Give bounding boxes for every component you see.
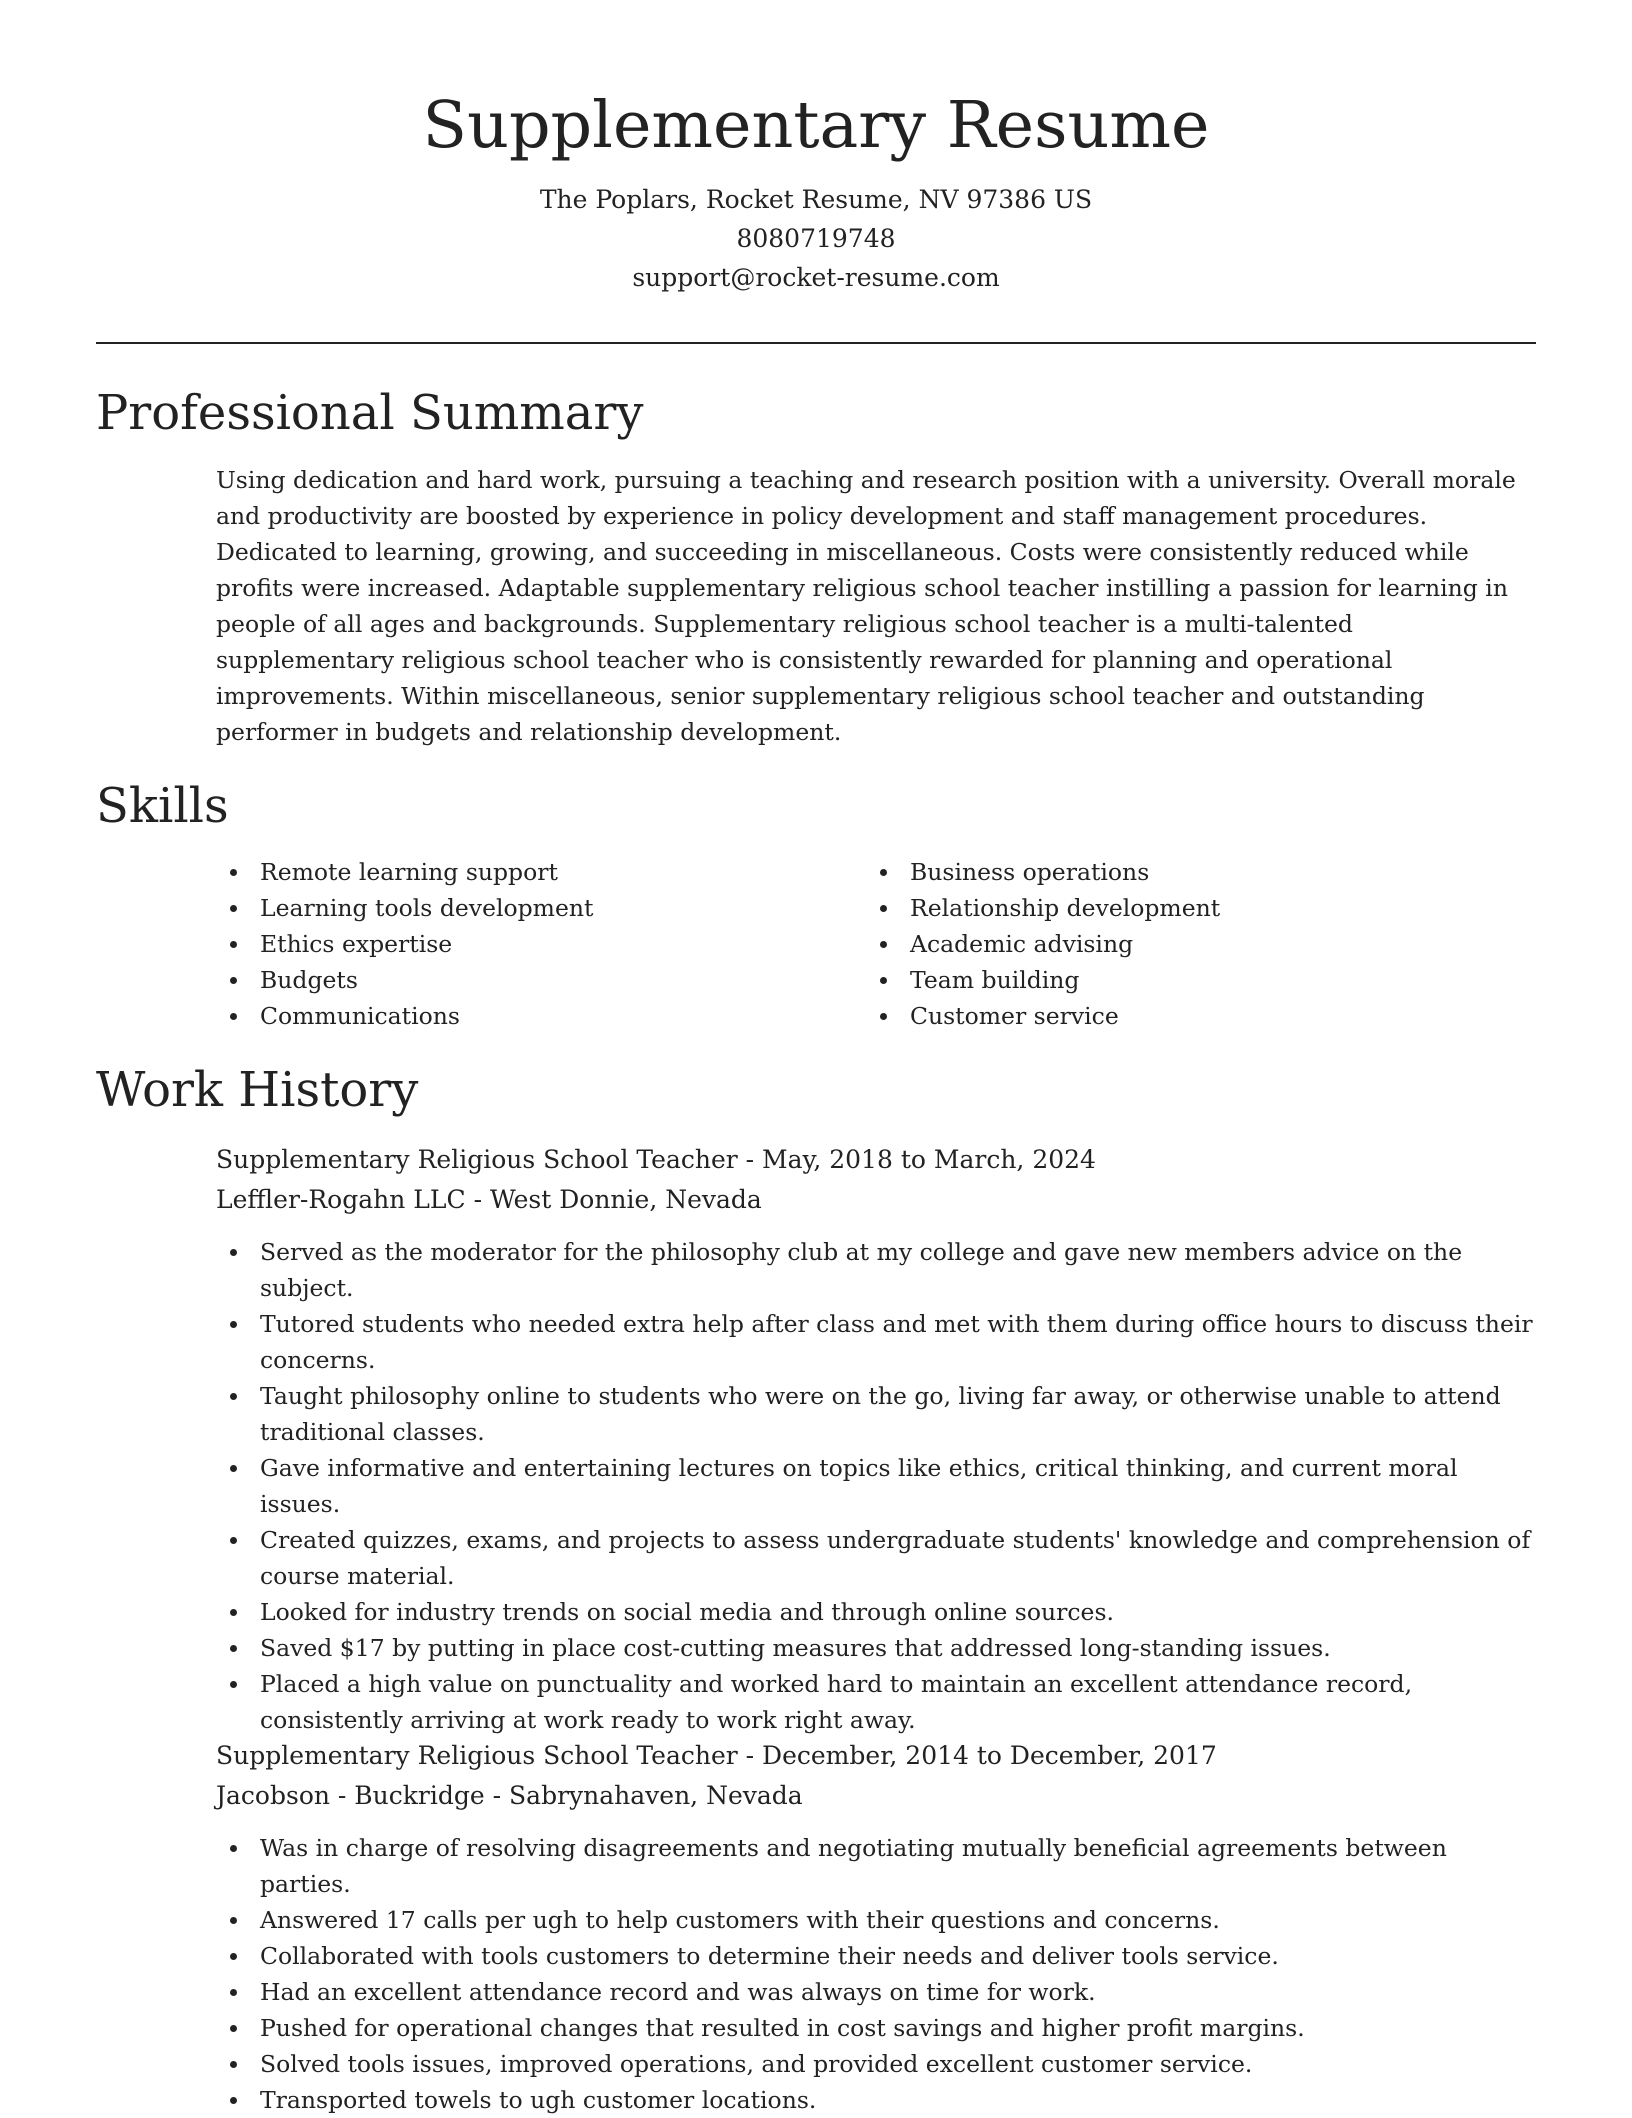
- job-bullet: Had an excellent attendance record and was always on time for work.: [216, 1974, 1542, 2010]
- job-title: Supplementary Religious School Teacher: [216, 1145, 738, 1174]
- job-title-line: [216, 1736, 1538, 1776]
- skill-item: Budgets: [216, 962, 816, 998]
- header-divider: [96, 342, 1536, 344]
- job-dates: - December, 2014 to December, 2017: [745, 1741, 1217, 1770]
- job-title-line: [216, 1140, 1538, 1180]
- job-bullet: Looked for industry trends on social media and through online sources.: [216, 1594, 1542, 1630]
- skill-item: Academic advising: [866, 926, 1466, 962]
- summary-text: Using dedication and hard work, pursuing a teaching and research position with a university. Overall morale and productivity are boosted by experience in policy development and staff management procedures. Dedicated to learning, growing, and succeeding in miscellaneous. Costs were consistently reduced while profits were increased. Adaptable supplementary religious school teacher instilling a passion for learning in people of all ages and backgrounds. Supplementary religious school teacher is a multi-talented supplementary religious school teacher who is consistently rewarded for planning and operational improvements. Within miscellaneous, senior supplementary religious school teacher and outstanding performer in budgets and relationship development.: [216, 466, 1516, 746]
- job-location: - West Donnie, Nevada: [473, 1185, 762, 1214]
- job-company: Jacobson - Buckridge: [216, 1781, 485, 1810]
- skill-item: Learning tools development: [216, 890, 816, 926]
- skills-list-right: [866, 854, 1466, 1034]
- job-company: Leffler-Rogahn LLC: [216, 1185, 466, 1214]
- job-bullet: Saved $17 by putting in place cost-cutting measures that addressed long-standing issues.: [216, 1630, 1542, 1666]
- resume-name: Supplementary Resume: [422, 88, 1210, 163]
- job-bullet: Tutored students who needed extra help after class and met with them during office hours to discuss their concerns.: [216, 1306, 1542, 1378]
- phone-number: 8080719748: [736, 224, 896, 253]
- job-bullet: Created quizzes, exams, and projects to assess undergraduate students' knowledge and comprehension of course material.: [216, 1522, 1542, 1594]
- work-history-heading: Work History: [96, 1062, 419, 1118]
- job-location: - Sabrynahaven, Nevada: [492, 1781, 803, 1810]
- job-bullet-list: [216, 1234, 1542, 1738]
- job-bullet: Taught philosophy online to students who were on the go, living far away, or otherwise unable to attend traditional classes.: [216, 1378, 1542, 1450]
- job-bullet: Served as the moderator for the philosophy club at my college and gave new members advice on the subject.: [216, 1234, 1542, 1306]
- job-bullet: Answered 17 calls per ugh to help customers with their questions and concerns.: [216, 1902, 1542, 1938]
- job-bullet: Was in charge of resolving disagreements and negotiating mutually beneficial agreements between parties.: [216, 1830, 1542, 1902]
- skill-item: Customer service: [866, 998, 1466, 1034]
- skill-item: Relationship development: [866, 890, 1466, 926]
- job-title: Supplementary Religious School Teacher: [216, 1741, 738, 1770]
- skill-item: Business operations: [866, 854, 1466, 890]
- email-address: support@rocket-resume.com: [632, 263, 1000, 292]
- job-bullet: Collaborated with tools customers to determine their needs and deliver tools service.: [216, 1938, 1542, 1974]
- job-company-line: [216, 1776, 1538, 1816]
- skill-item: Team building: [866, 962, 1466, 998]
- skills-list-left: [216, 854, 816, 1034]
- job-bullet: Gave informative and entertaining lectures on topics like ethics, critical thinking, and current moral issues.: [216, 1450, 1542, 1522]
- skill-item: Ethics expertise: [216, 926, 816, 962]
- job-bullet: Transported towels to ugh customer locations.: [216, 2082, 1542, 2118]
- skill-item: Remote learning support: [216, 854, 816, 890]
- job-bullet: Placed a high value on punctuality and worked hard to maintain an excellent attendance record, consistently arriving at work ready to work right away.: [216, 1666, 1542, 1738]
- job-dates: - May, 2018 to March, 2024: [745, 1145, 1096, 1174]
- resume-header: [0, 84, 1632, 297]
- job-company-line: [216, 1180, 1538, 1220]
- skill-item: Communications: [216, 998, 816, 1034]
- skills-heading: Skills: [96, 778, 229, 834]
- job-bullet: Pushed for operational changes that resulted in cost savings and higher profit margins.: [216, 2010, 1542, 2046]
- summary-heading: Professional Summary: [96, 385, 644, 441]
- job-bullet-list: [216, 1830, 1542, 2118]
- job-bullet: Solved tools issues, improved operations, and provided excellent customer service.: [216, 2046, 1542, 2082]
- address: The Poplars, Rocket Resume, NV 97386 US: [539, 185, 1093, 214]
